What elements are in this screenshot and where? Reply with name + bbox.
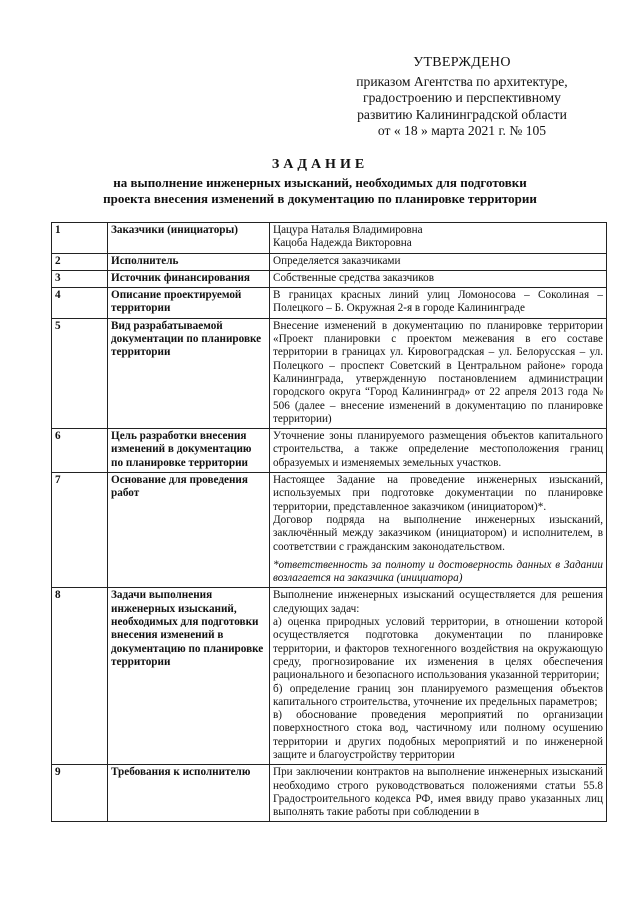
value-paragraph: В границах красных линий улиц Ломоносова – Соколиная – Полецкого – Б. Окружная 2-я в городе Калининграде xyxy=(273,289,603,315)
approval-line: приказом Агентства по архитектуре, xyxy=(356,73,568,89)
row-number: 2 xyxy=(52,253,108,270)
document-title xyxy=(40,157,600,207)
title-line-2: проекта внесения изменений в документацию по планировке территории xyxy=(103,191,537,206)
approval-stamp xyxy=(332,55,592,140)
table-row xyxy=(52,318,607,428)
row-number: 8 xyxy=(52,588,108,765)
table-row xyxy=(52,253,607,270)
value-paragraph: При заключении контрактов на выполнение инженерных изысканий необходимо строго руководствоваться положениями статьи 55.8 Градостроительного кодекса РФ, имея ввиду право указанных лиц выполнять такие работы при соблюдении в xyxy=(273,766,603,819)
task-table xyxy=(51,222,607,822)
value-paragraph: Кацоба Надежда Викторовна xyxy=(273,237,412,250)
row-label: Цель разработки внесения изменений в документацию по планировке территории xyxy=(108,429,270,473)
row-value xyxy=(270,765,607,822)
value-paragraph: Договор подряда на выполнение инженерных изысканий, заключённый между заказчиком (инициатором) и исполнителем, в соответствии с гражданским законодательством. xyxy=(273,513,603,553)
row-number: 1 xyxy=(52,223,108,254)
row-label: Источник финансирования xyxy=(108,270,270,287)
row-number: 4 xyxy=(52,288,108,319)
row-value xyxy=(270,318,607,428)
row-number: 3 xyxy=(52,270,108,287)
table-row xyxy=(52,429,607,473)
table-row xyxy=(52,270,607,287)
value-paragraph: Определяется заказчиками xyxy=(273,254,401,267)
row-value xyxy=(270,253,607,270)
title-line-1: на выполнение инженерных изысканий, необходимых для подготовки xyxy=(113,175,527,190)
row-number: 6 xyxy=(52,429,108,473)
row-value xyxy=(270,429,607,473)
table-row xyxy=(52,288,607,319)
row-label: Задачи выполнения инженерных изысканий, необходимых для подготовки внесения изменений в документацию по планировке территории xyxy=(108,588,270,765)
value-paragraph: Цацура Наталья Владимировна xyxy=(273,224,423,236)
table-row xyxy=(52,223,607,254)
row-label: Заказчики (инициаторы) xyxy=(108,223,270,254)
table-row xyxy=(52,588,607,765)
table-row xyxy=(52,473,607,588)
row-value xyxy=(270,588,607,765)
approval-order-date: от « 18 » марта 2021 г. № 105 xyxy=(377,123,547,138)
value-paragraph: Собственные средства заказчиков xyxy=(273,271,435,284)
table-row xyxy=(52,765,607,822)
approval-line: развитию Калининградской области xyxy=(357,106,567,122)
row-number: 7 xyxy=(52,473,108,588)
row-label: Основание для проведения работ xyxy=(108,473,270,588)
value-paragraph: Выполнение инженерных изысканий осуществляется для решения следующих задач: xyxy=(273,589,603,615)
row-label: Вид разрабатываемой документации по планировке территории xyxy=(108,318,270,428)
approval-heading: УТВЕРЖДЕНО xyxy=(413,55,511,70)
row-label: Описание проектируемой территории xyxy=(108,288,270,319)
row-number: 5 xyxy=(52,318,108,428)
row-label: Исполнитель xyxy=(108,253,270,270)
task-item-c: в) обоснование проведения мероприятий по организации поверхностного стока вод, частичному или полному осушению территории и других подобных мероприятий и по инженерной защите и благоустройству территории xyxy=(273,709,603,761)
task-item-b: б) определение границ зон планируемого размещения объектов капитального строительства, уточнение их предельных параметров; xyxy=(273,682,603,708)
row-label: Требования к исполнителю xyxy=(108,765,270,822)
value-paragraph: Уточнение зоны планируемого размещения объектов капитального строительства, а также определение местоположения границ образуемых и изменяемых земельных участков. xyxy=(273,430,603,469)
row-number: 9 xyxy=(52,765,108,822)
row-value xyxy=(270,473,607,588)
row-value xyxy=(270,270,607,287)
row-value xyxy=(270,288,607,319)
task-item-a: а) оценка природных условий территории, в отношении которой осуществляется подготовка документации по планировке территории, и факторов техногенного воздействия на окружающую среду, прогнозирование их изменения в целях обеспечения рационального и безопасного использования указанной территории; xyxy=(273,616,603,682)
value-paragraph: Внесение изменений в документацию по планировке территории «Проект планировки с проектом межевания в его составе территории в границах ул. Кировоградская – ул. Белорусская – ул. Полецкого – проспект Советский в Центральном районе» города Калининграда, утвержденную постановлением администрации городского округа “Город Калининград» от 22 апреля 2013 года № 506 (далее – внесение изменений в документацию по планировке территории) xyxy=(273,319,603,425)
responsibility-note: *ответственность за полноту и достоверность данных в Задании возлагается на заказчика (инициатора) xyxy=(273,558,603,585)
approval-line: градостроению и перспективному xyxy=(363,90,561,105)
title-main: ЗАДАНИЕ xyxy=(271,157,369,172)
value-paragraph: Настоящее Задание на проведение инженерных изысканий, используемых при подготовке документации по планировке территории, представленное заказчиком (инициатором)*. xyxy=(273,474,603,513)
row-value xyxy=(270,223,607,254)
